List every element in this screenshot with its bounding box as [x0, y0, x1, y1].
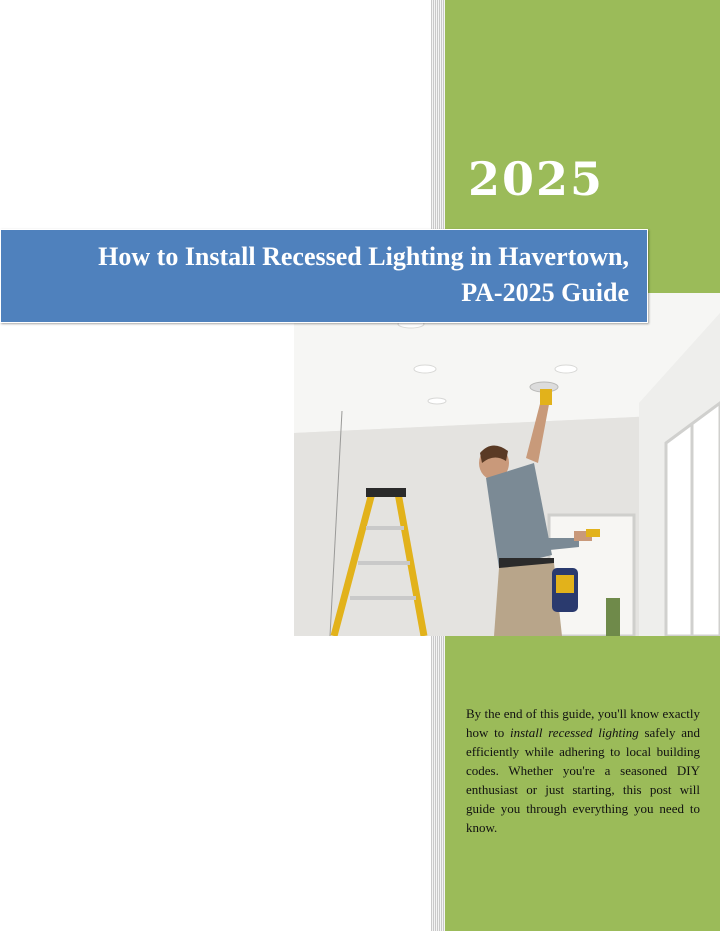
intro-paragraph [466, 704, 700, 837]
intro-text-end: safely and efficiently while adhering to local building codes. Whether you're a seasoned DIY enthusiast or just starting, this post will guide you through everything you need to know. [466, 725, 700, 835]
recessed-light-2 [414, 365, 436, 373]
cover-photo [294, 293, 720, 636]
title-banner [0, 229, 648, 323]
intro-text-start: By the end of this guide, you'll know exactly how to [466, 706, 700, 740]
recessed-light-3 [428, 398, 446, 404]
electrician-illustration [294, 293, 720, 636]
cover-title [29, 239, 629, 311]
recessed-light-4 [555, 365, 577, 373]
cover-year: 2025 [468, 152, 605, 206]
title-line-1: How to Install Recessed Lighting in Havertown, [98, 242, 629, 271]
title-line-2: PA-2025 Guide [461, 278, 629, 307]
plant [606, 598, 620, 636]
intro-emphasis: install recessed lighting [509, 725, 639, 740]
